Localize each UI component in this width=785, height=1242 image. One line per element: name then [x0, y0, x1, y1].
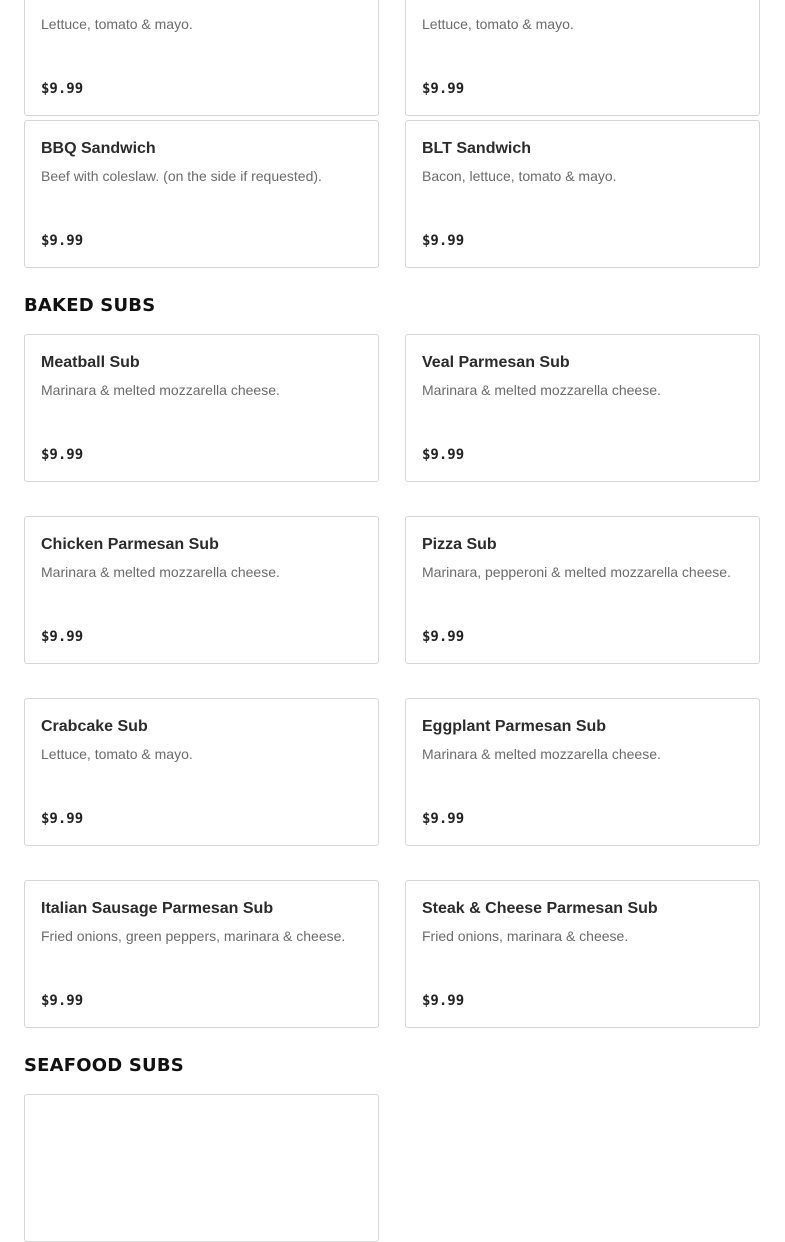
- menu-item-description: Fried onions, green peppers, marinara & cheese.: [41, 928, 346, 944]
- menu-item-name: Italian Sausage Parmesan Sub: [41, 900, 274, 917]
- menu-item-card[interactable]: [24, 698, 379, 846]
- menu-item-price: $9.99: [422, 447, 465, 463]
- menu-item-card[interactable]: [405, 0, 760, 116]
- menu-item-price: $9.99: [41, 993, 84, 1009]
- menu-item-description: Lettuce, tomato & mayo.: [422, 16, 574, 32]
- menu-item-name: Chicken Parmesan Sub: [41, 536, 219, 553]
- menu-item-name: BLT Sandwich: [422, 140, 532, 157]
- menu-item-name: Veal Parmesan Sub: [422, 354, 570, 371]
- menu-item-card[interactable]: [24, 334, 379, 482]
- menu-item-card[interactable]: [24, 516, 379, 664]
- menu-item-description: Marinara & melted mozzarella cheese.: [41, 382, 280, 398]
- menu-item-name: Meatball Sub: [41, 354, 140, 371]
- menu-item-price: $9.99: [41, 811, 84, 827]
- menu-item-description: Marinara & melted mozzarella cheese.: [422, 382, 661, 398]
- menu-item-name: Crabcake Sub: [41, 718, 148, 735]
- menu-item-card[interactable]: [24, 0, 379, 116]
- menu-item-description: Lettuce, tomato & mayo.: [41, 746, 193, 762]
- menu-item-description: Bacon, lettuce, tomato & mayo.: [422, 168, 617, 184]
- menu-item-name: Pizza Sub: [422, 536, 497, 553]
- section-title-baked-subs: BAKED SUBS: [24, 295, 156, 316]
- menu-item-name: Steak & Cheese Parmesan Sub: [422, 900, 658, 917]
- menu-item-description: Lettuce, tomato & mayo.: [41, 16, 193, 32]
- menu-item-description: Marinara, pepperoni & melted mozzarella cheese.: [422, 564, 731, 580]
- menu-item-price: $9.99: [41, 233, 84, 249]
- menu-item-price: $9.99: [422, 811, 465, 827]
- menu-item-description: Fried onions, marinara & cheese.: [422, 928, 629, 944]
- menu-item-price: $9.99: [422, 81, 465, 97]
- menu-item-card[interactable]: [24, 880, 379, 1028]
- menu-item-price: $9.99: [422, 233, 465, 249]
- menu-item-card[interactable]: [405, 698, 760, 846]
- menu-item-card[interactable]: [405, 516, 760, 664]
- menu-item-price: $9.99: [41, 629, 84, 645]
- menu-item-price: $9.99: [422, 993, 465, 1009]
- menu-item-card[interactable]: [24, 1094, 379, 1242]
- menu-item-price: $9.99: [41, 447, 84, 463]
- menu-item-price: $9.99: [422, 629, 465, 645]
- menu-item-name: Eggplant Parmesan Sub: [422, 718, 607, 735]
- menu-item-price: $9.99: [41, 81, 84, 97]
- menu-item-card[interactable]: [405, 120, 760, 268]
- menu-item-card[interactable]: [405, 880, 760, 1028]
- menu-item-name: BBQ Sandwich: [41, 140, 156, 157]
- section-title-seafood-subs: SEAFOOD SUBS: [24, 1055, 184, 1076]
- menu-item-card[interactable]: [24, 120, 379, 268]
- menu-item-description: Marinara & melted mozzarella cheese.: [422, 746, 661, 762]
- menu-item-description: Marinara & melted mozzarella cheese.: [41, 564, 280, 580]
- menu-item-card[interactable]: [405, 334, 760, 482]
- menu-item-description: Beef with coleslaw. (on the side if requested).: [41, 168, 322, 184]
